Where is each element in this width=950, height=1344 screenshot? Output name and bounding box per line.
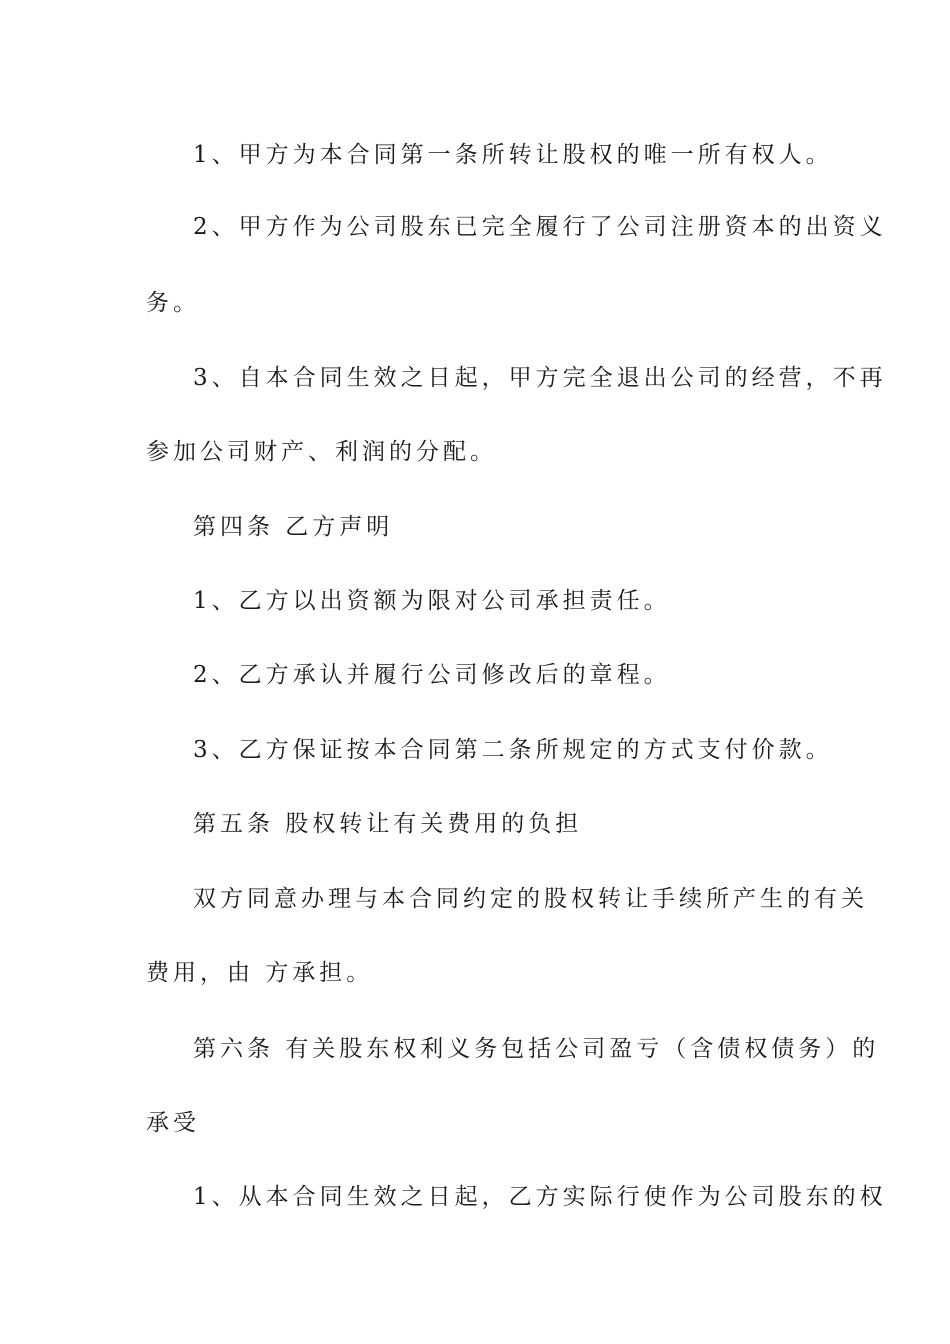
clause-6-heading: 第六条 有关股东权利义务包括公司盈亏（含债权债务）的 <box>193 1036 880 1062</box>
clause-5-heading: 第五条 股权转让有关费用的负担 <box>193 811 583 837</box>
clause-4-heading: 第四条 乙方声明 <box>193 514 394 540</box>
clause-3-item-2: 2、甲方作为公司股东已完全履行了公司注册资本的出资义 <box>193 214 887 240</box>
clause-4-item-2: 2、乙方承认并履行公司修改后的章程。 <box>193 662 671 688</box>
clause-3-item-1: 1、甲方为本合同第一条所转让股权的唯一所有权人。 <box>193 142 833 168</box>
clause-5-body: 双方同意办理与本合同约定的股权转让手续所产生的有关 <box>193 886 868 912</box>
clause-5-body-continued: 费用，由 方承担。 <box>146 960 374 986</box>
clause-4-item-3: 3、乙方保证按本合同第二条所规定的方式支付价款。 <box>193 737 833 763</box>
clause-3-item-3-continued: 参加公司财产、利润的分配。 <box>146 439 497 465</box>
clause-3-item-2-continued: 务。 <box>146 290 200 316</box>
clause-6-item-1: 1、从本合同生效之日起，乙方实际行使作为公司股东的权 <box>193 1184 887 1210</box>
clause-6-heading-continued: 承受 <box>146 1110 200 1136</box>
clause-3-item-3: 3、自本合同生效之日起，甲方完全退出公司的经营，不再 <box>193 365 887 391</box>
clause-4-item-1: 1、乙方以出资额为限对公司承担责任。 <box>193 588 671 614</box>
